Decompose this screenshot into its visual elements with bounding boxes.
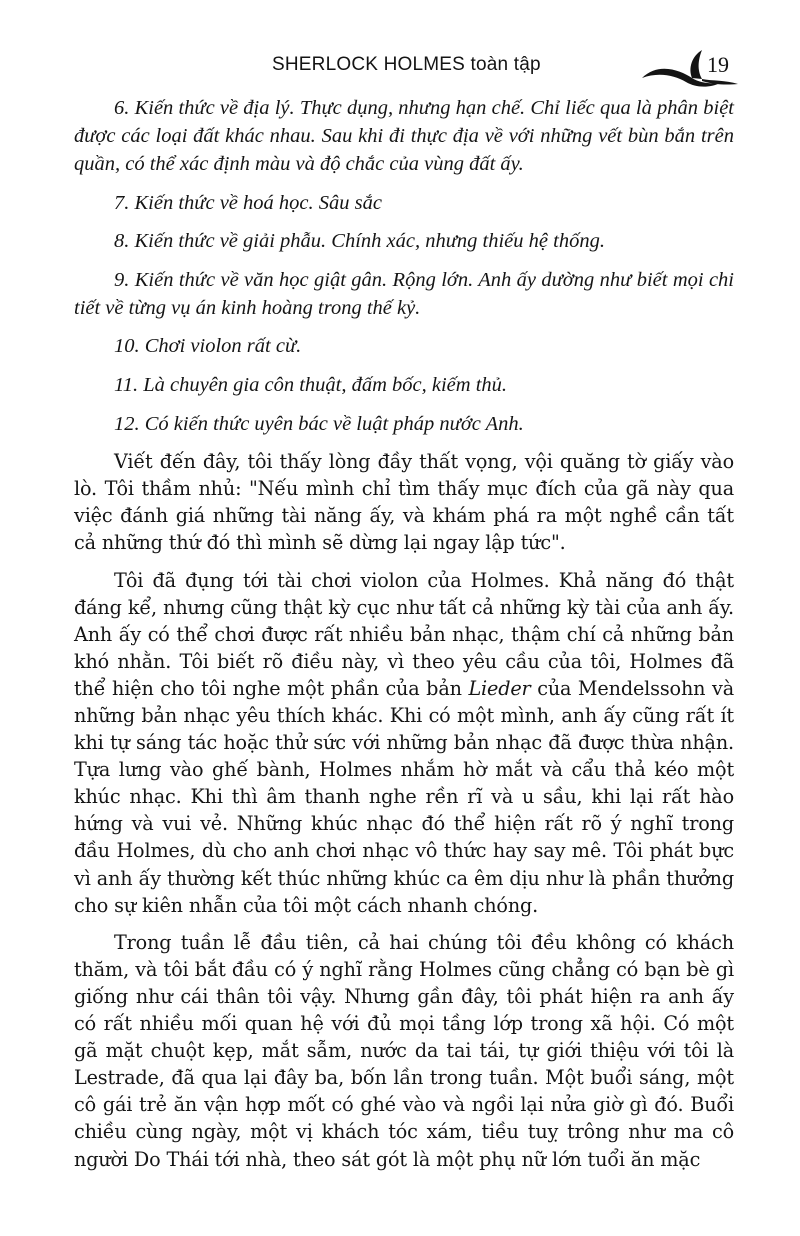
list-item: 8. Kiến thức về giải phẫu. Chính xác, nhưng thiếu hệ thống. [114, 230, 605, 253]
page-body [74, 94, 734, 1183]
list-item: 9. Kiến thức về văn học giật gân. Rộng lớn. Anh ấy dường như biết mọi chi tiết về từng vụ án kinh hoàng trong thế kỷ. [74, 268, 734, 319]
running-header [0, 40, 800, 100]
paragraph [74, 567, 734, 919]
list-item: 10. Chơi violon rất cừ. [114, 335, 302, 358]
paragraph-text: Tôi đã đụng tới tài chơi violon của Holmes. Khả năng đó thật đáng kể, nhưng cũng thật kỳ cục như tất cả những kỳ tài của anh ấy. Anh ấy có thể chơi được rất nhiều bản nhạc, thậm chí cả những bản khó nhằn. Tôi biết rõ điều này, vì theo yêu cầu của tôi, Holmes đã thể hiện cho tôi nghe một phần của bản [74, 568, 734, 700]
knowledge-list [74, 94, 734, 438]
paragraph-text: của Mendelssohn và những bản nhạc yêu thích khác. Khi có một mình, anh ấy cũng rất ít khi tự sáng tác hoặc thử sức với những bản nhạc đã được thừa nhận. Tựa lưng vào ghế bành, Holmes nhắm hờ mắt và cẩu thả kéo một khúc nhạc. Khi thì âm thanh nghe rền rĩ và u sầu, khi lại rất hào hứng và vui vẻ. Những khúc nhạc đó thể hiện rất rõ ý nghĩ trong đầu Holmes, dù cho anh chơi nhạc vô thức hay say mê. Tôi phát bực vì anh ấy thường kết thúc những khúc ca êm dịu như là phần thưởng cho sự kiên nhẫn của tôi một cách nhanh chóng. [74, 676, 734, 917]
book-title: SHERLOCK HOLMES toàn tập [272, 54, 541, 75]
paragraph: Trong tuần lễ đầu tiên, cả hai chúng tôi đều không có khách thăm, và tôi bắt đầu có ý nghĩ rằng Holmes cũng chẳng có bạn bè gì giống như cái thân tôi vậy. Nhưng gần đây, tôi phát hiện ra anh ấy có rất nhiều mối quan hệ với đủ mọi tầng lớp trong xã hội. Có một gã mặt chuột kẹp, mắt sẫm, nước da tai tái, tự giới thiệu với tôi là Lestrade, đã qua lại đây ba, bốn lần trong tuần. Một buổi sáng, một cô gái trẻ ăn vận hợp mốt có ghé vào và ngồi lại nửa giờ gì đó. Buổi chiều cùng ngày, một vị khách tóc xám, tiều tuỵ trông như ma cô người Do Thái tới nhà, theo sát gót là một phụ nữ lớn tuổi ăn mặc [74, 930, 734, 1171]
list-item: 12. Có kiến thức uyên bác về luật pháp nước Anh. [114, 412, 524, 435]
page-number: 19 [707, 52, 729, 77]
list-item: 7. Kiến thức về hoá học. Sâu sắc [114, 191, 382, 214]
list-item: 6. Kiến thức về địa lý. Thực dụng, nhưng hạn chế. Chỉ liếc qua là phân biệt được các loại đất khác nhau. Sau khi đi thực địa về với những vết bùn bắn trên quần, có thể xác định màu và độ chắc của vùng đất ấy. [74, 97, 734, 175]
paragraph: Viết đến đây, tôi thấy lòng đầy thất vọng, vội quăng tờ giấy vào lò. Tôi thầm nhủ: "Nếu mình chỉ tìm thấy mục đích của gã này qua việc đánh giá những tài năng ấy, và khám phá ra một nghề cần tất cả những thứ đó thì mình sẽ dừng lại ngay lập tức". [74, 450, 734, 555]
list-item: 11. Là chuyên gia côn thuật, đấm bốc, kiếm thủ. [114, 373, 508, 396]
italic-title: Lieder [468, 676, 531, 700]
